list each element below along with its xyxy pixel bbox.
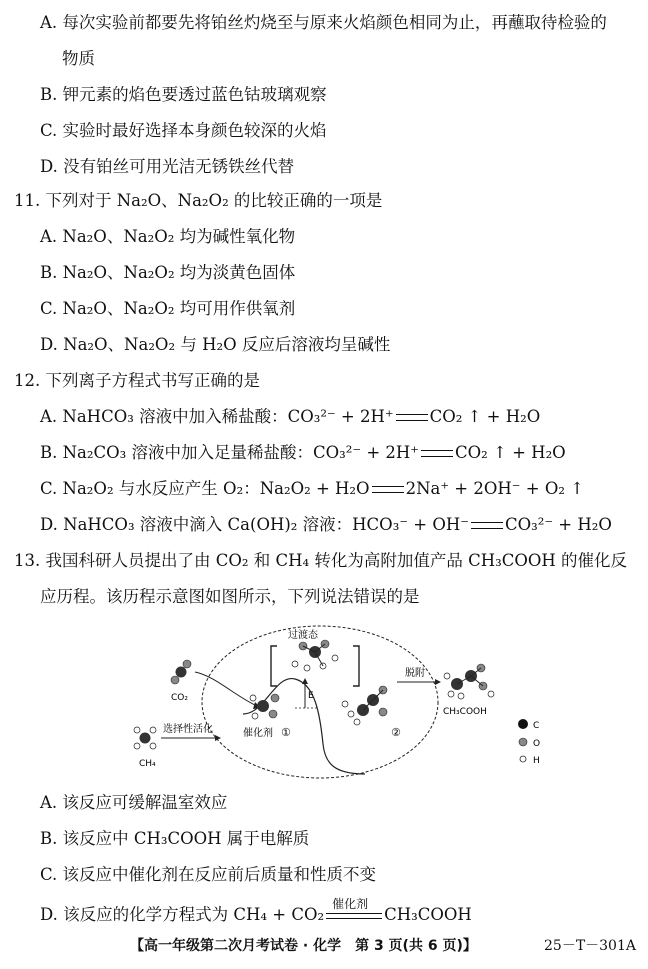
q12-stem: 12. 下列离子方程式书写正确的是 <box>14 371 260 390</box>
label-select: 选择性活化 <box>163 724 213 735</box>
q13-option-a: A. 该反应可缓解温室效应 <box>40 793 228 812</box>
q11-option-c: C. Na₂O、Na₂O₂ 均可用作供氧剂 <box>40 299 296 318</box>
label-transition: 过渡态 <box>288 630 318 641</box>
q13-stem: 13. 我国科研人员提出了由 CO₂ 和 CH₄ 转化为高附加值产品 CH₃COOH 的催化反 <box>14 551 628 570</box>
legend-c: C <box>533 721 540 731</box>
q13-stem-cont: 应历程。该历程示意图如图所示，下列说法错误的是 <box>40 587 420 606</box>
footer-code: 25－T－301A <box>544 938 636 954</box>
reaction-diagram <box>125 624 545 784</box>
label-step2: ② <box>391 726 401 739</box>
footer-title: 【高一年级第二次月考试卷 · 化学 第 3 页(共 6 页)】 <box>130 938 477 954</box>
q11-option-b: B. Na₂O、Na₂O₂ 均为淡黄色固体 <box>40 263 296 282</box>
label-catalyst: 催化剂 <box>243 728 273 739</box>
q11-stem: 11. 下列对于 Na₂O、Na₂O₂ 的比较正确的一项是 <box>14 191 383 210</box>
q13-option-c: C. 该反应中催化剂在反应前后质量和性质不变 <box>40 865 377 884</box>
label-ch4: CH₄ <box>139 759 156 769</box>
q11-option-a: A. Na₂O、Na₂O₂ 均为碱性氧化物 <box>40 227 296 246</box>
label-co2: CO₂ <box>171 693 188 703</box>
q10-option-c: C. 实验时最好选择本身颜色较深的火焰 <box>40 121 327 140</box>
label-desorb: 脱附 <box>405 668 425 679</box>
q12-option-b <box>40 442 566 464</box>
q12-d-left: D. NaHCO₃ 溶液中滴入 Ca(OH)₂ 溶液：HCO₃⁻ + OH⁻ <box>40 515 469 534</box>
equals-sign <box>396 414 428 421</box>
catalyst-label: 催化剂 <box>332 896 369 911</box>
equals-sign <box>471 522 503 529</box>
label-e: E <box>308 691 314 701</box>
q13-d-left: D. 该反应的化学方程式为 CH₄ + CO₂ <box>40 905 325 924</box>
transition-bracket-right <box>353 646 359 686</box>
label-step1: ① <box>281 726 291 739</box>
q12-option-d <box>40 514 612 536</box>
q12-b-right: CO₂ ↑ + H₂O <box>455 443 566 462</box>
q13-option-b: B. 该反应中 CH₃COOH 属于电解质 <box>40 829 310 848</box>
energy-curve <box>243 679 365 774</box>
q12-option-a <box>40 406 540 428</box>
equals-sign <box>421 450 453 457</box>
catalyst-equals <box>326 896 382 923</box>
transition-bracket-left <box>271 646 277 686</box>
q12-b-left: B. Na₂CO₃ 溶液中加入足量稀盐酸：CO₃²⁻ + 2H⁺ <box>40 443 420 462</box>
legend-o: O <box>533 739 541 749</box>
q10-option-a-cont: 物质 <box>62 49 95 68</box>
q12-c-right: 2Na⁺ + 2OH⁻ + O₂ ↑ <box>405 479 585 498</box>
q12-option-c <box>40 478 584 500</box>
q12-d-right: CO₃²⁻ + H₂O <box>504 515 612 534</box>
q12-a-left: A. NaHCO₃ 溶液中加入稀盐酸：CO₃²⁻ + 2H⁺ <box>40 407 394 426</box>
q12-c-left: C. Na₂O₂ 与水反应产生 O₂：Na₂O₂ + H₂O <box>40 479 370 498</box>
q11-option-d: D. Na₂O、Na₂O₂ 与 H₂O 反应后溶液均呈碱性 <box>40 335 391 354</box>
label-product: CH₃COOH <box>443 707 487 717</box>
q10-option-b: B. 钾元素的焰色要透过蓝色钴玻璃观察 <box>40 85 327 104</box>
q10-option-d: D. 没有铂丝可用光洁无锈铁丝代替 <box>40 157 295 176</box>
q12-a-right: CO₂ ↑ + H₂O <box>429 407 541 426</box>
q13-d-right: CH₃COOH <box>384 905 472 924</box>
legend-h: H <box>533 756 540 766</box>
q13-option-d <box>40 896 472 926</box>
q10-option-a: A. 每次实验前都要先将铂丝灼烧至与原来火焰颜色相同为止，再蘸取待检验的 <box>40 13 607 32</box>
equals-sign <box>372 486 404 493</box>
